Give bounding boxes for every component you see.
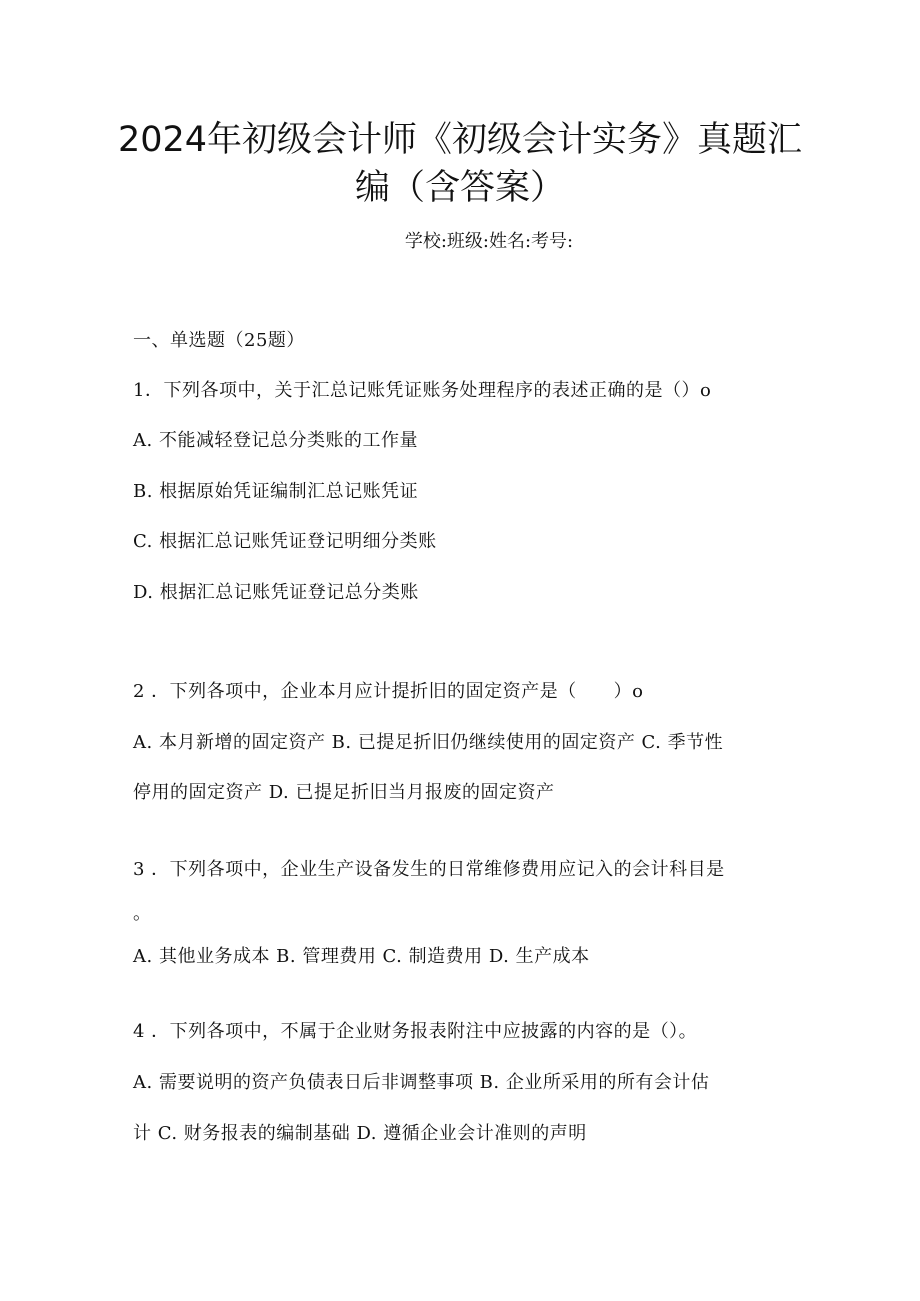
question-text: 4 ．下列各项中，不属于企业财务报表附注中应披露的内容的是（）。 [133,1021,698,1042]
student-info: 学校:班级:姓名:考号: [404,231,574,252]
option-c: C. 根据汇总记账凭证登记明细分类账 [133,531,437,552]
document-title-line-1: 2024年初级会计师《初级会计实务》真题汇 [117,120,803,160]
options-line: A. 本月新增的固定资产 B. 已提足折旧仍继续使用的固定资产 C. 季节性 [133,732,724,753]
option-b: B. 根据原始凭证编制汇总记账凭证 [133,481,419,502]
options-line: 停用的固定资产 D. 已提足折旧当月报废的固定资产 [133,782,555,803]
question-text: 3 ．下列各项中，企业生产设备发生的日常维修费用应记入的会计科目是 [133,859,725,880]
options-line: A. 需要说明的资产负债表日后非调整事项 B. 企业所采用的所有会计估 [133,1072,710,1093]
question-text-continued: 。 [133,903,152,924]
options-line: A. 其他业务成本 B. 管理费用 C. 制造费用 D. 生产成本 [133,946,590,967]
option-a: A. 不能减轻登记总分类账的工作量 [133,430,418,451]
question-text: 2 ．下列各项中，企业本月应计提折旧的固定资产是（ ）o [133,681,644,702]
document-title-line-2: 编（含答案） [354,168,565,208]
options-line: 计 C. 财务报表的编制基础 D. 遵循企业会计准则的声明 [133,1123,587,1144]
section-heading: 一、单选题（25题） [133,330,305,351]
question-text: 1．下列各项中，关于汇总记账凭证账务处理程序的表述正确的是（）o [133,380,712,401]
option-d: D. 根据汇总记账凭证登记总分类账 [133,582,419,603]
